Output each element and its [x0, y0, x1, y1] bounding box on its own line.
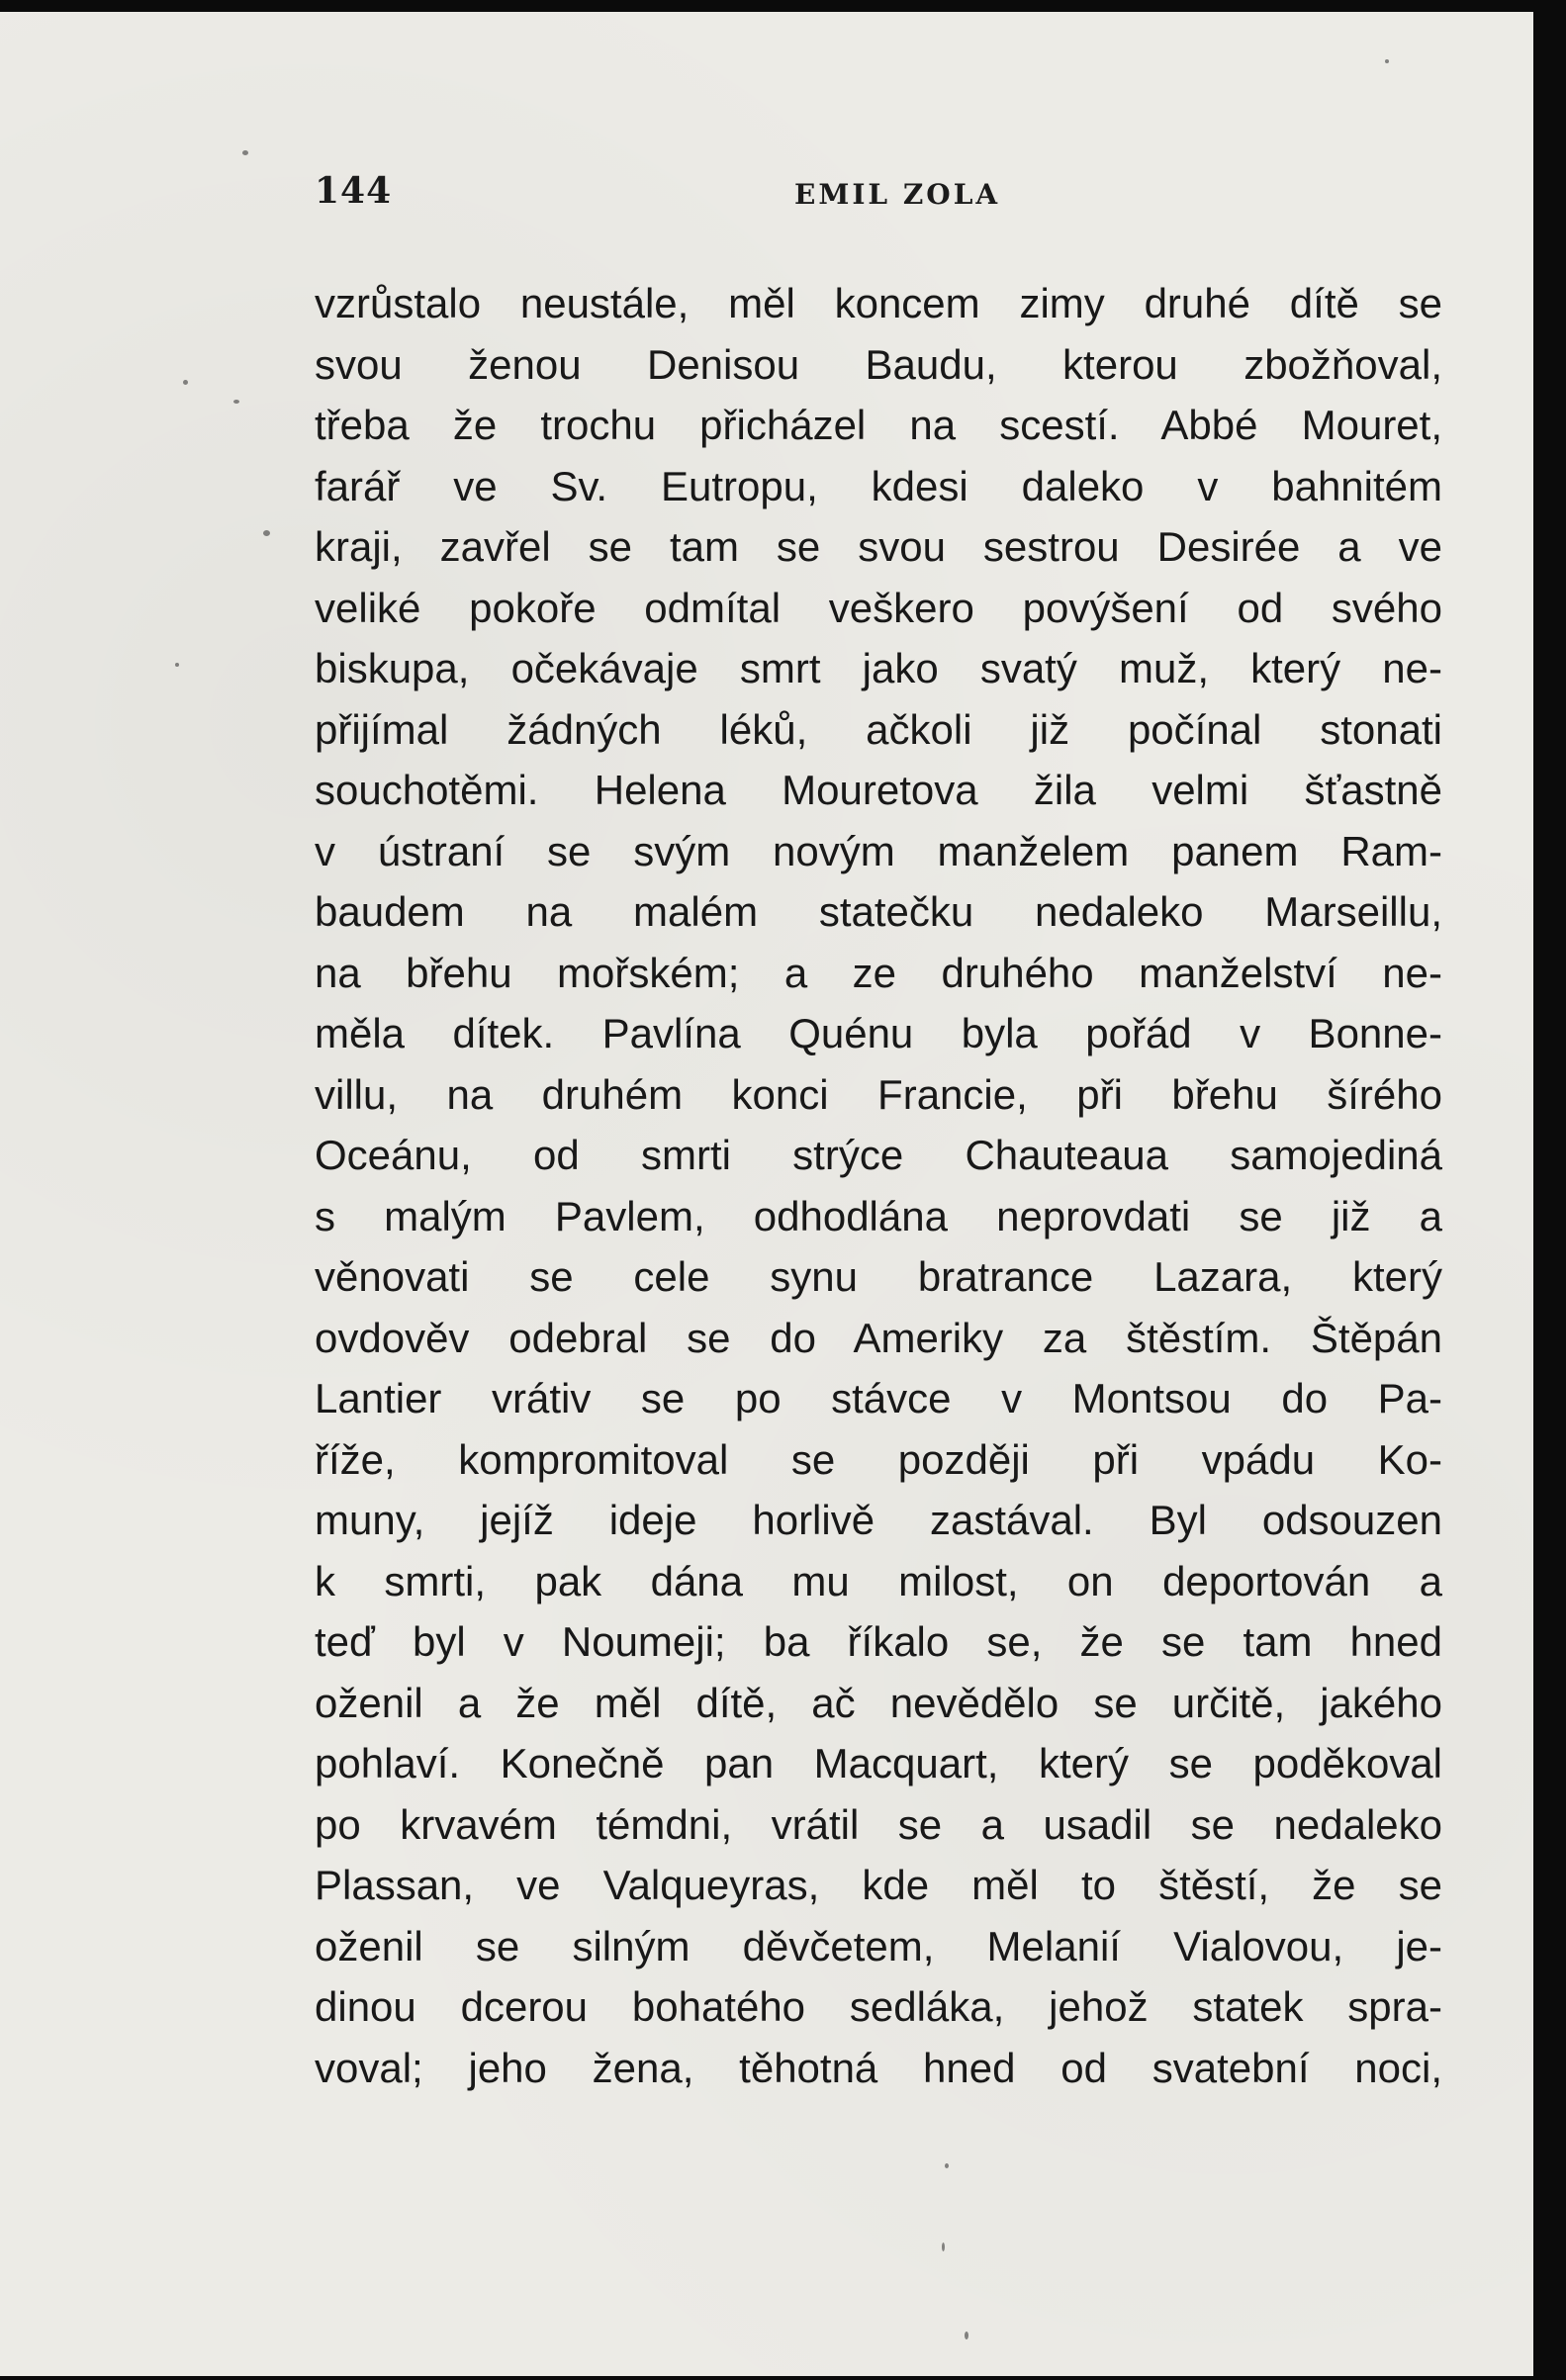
- scan-right-border: [1533, 0, 1566, 2380]
- text-line: měla dítek. Pavlína Quénu byla pořád v Bonne-: [315, 1010, 1442, 1056]
- text-line: muny, jejíž ideje horlivě zastával. Byl odsouzen: [315, 1497, 1442, 1543]
- text-line: svou ženou Denisou Baudu, kterou zbožňoval,: [315, 340, 1442, 388]
- text-line: dinou dcerou bohatého sedláka, jehož statek spra-: [315, 1983, 1442, 2030]
- page-number: 144: [315, 170, 393, 212]
- text-line: ovdověv odebral se do Ameriky za štěstím. Štěpán: [315, 1314, 1442, 1361]
- text-line: baudem na malém statečku nedaleko Marseillu,: [315, 888, 1442, 935]
- text-line: pohlaví. Konečně pan Macquart, který se poděkoval: [315, 1740, 1442, 1786]
- page-header: [315, 170, 1442, 220]
- text-line: po krvavém témdni, vrátil se a usadil se nedaleko: [315, 1800, 1442, 1848]
- text-line: voval; jeho žena, těhotná hned od svatební noci,: [315, 2044, 1442, 2091]
- scan-top-border: [0, 0, 1566, 12]
- text-line: kraji, zavřel se tam se svou sestrou Desirée a ve: [315, 523, 1442, 570]
- text-line: přijímal žádných léků, ačkoli již počínal stonati: [315, 705, 1442, 753]
- text-line: třeba že trochu přicházel na scestí. Abbé Mouret,: [315, 402, 1442, 448]
- text-line: vzrůstalo neustále, měl koncem zimy druhé dítě se: [315, 280, 1442, 326]
- text-line: biskupa, očekávaje smrt jako svatý muž, který ne-: [315, 645, 1442, 691]
- text-line: v ústraní se svým novým manželem panem Ram-: [315, 827, 1442, 874]
- text-line: veliké pokoře odmítal veškero povýšení od svého: [315, 584, 1442, 631]
- text-line: Lantier vrátiv se po stávce v Montsou do Pa-: [315, 1375, 1442, 1421]
- text-line: oženil se silným děvčetem, Melanií Vialovou, je-: [315, 1922, 1442, 1969]
- text-line: oženil a že měl dítě, ač nevědělo se určitě, jakého: [315, 1679, 1442, 1726]
- running-title: EMIL ZOLA: [794, 178, 1001, 211]
- text-line: teď byl v Noumeji; ba říkalo se, že se tam hned: [315, 1618, 1442, 1665]
- text-line: věnovati se cele synu bratrance Lazara, který: [315, 1253, 1442, 1300]
- body-text: [315, 273, 1442, 2098]
- text-line: Oceánu, od smrti strýce Chauteaua samojediná: [315, 1132, 1442, 1178]
- text-line: na břehu mořském; a ze druhého manželství ne-: [315, 949, 1442, 996]
- text-line: farář ve Sv. Eutropu, kdesi daleko v bahnitém: [315, 462, 1442, 509]
- text-line: souchotěmi. Helena Mouretova žila velmi šťastně: [315, 767, 1442, 813]
- text-line: Plassan, ve Valqueyras, kde měl to štěstí, že se: [315, 1862, 1442, 1908]
- text-line: k smrti, pak dána mu milost, on deportován a: [315, 1557, 1442, 1604]
- text-line: villu, na druhém konci Francie, při břehu šírého: [315, 1070, 1442, 1118]
- text-line: s malým Pavlem, odhodlána neprovdati se již a: [315, 1192, 1442, 1239]
- text-line: říže, kompromitoval se později při vpádu Ko-: [315, 1435, 1442, 1483]
